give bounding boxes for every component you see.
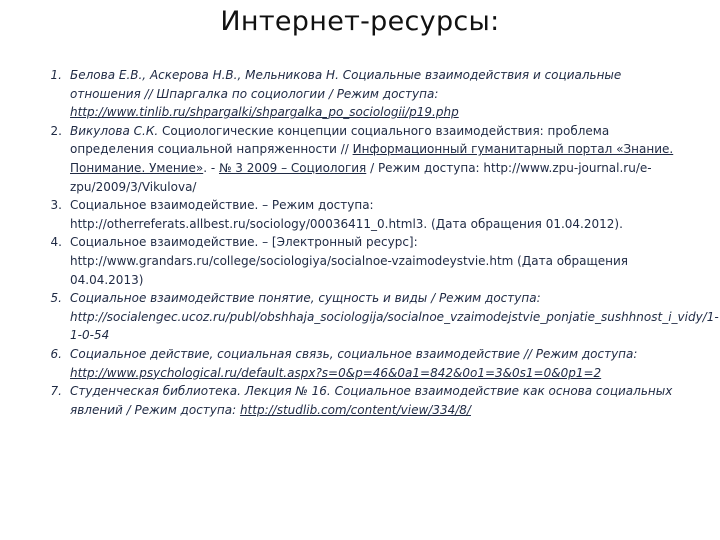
reference-number: 5.	[50, 291, 62, 306]
reference-link[interactable]: http://www.tinlib.ru/shpargalki/shpargalka_po_sociologii/p19.php	[70, 105, 459, 120]
reference-author: Викулова С.К.	[70, 123, 159, 138]
reference-link[interactable]: http://www.psychological.ru/default.aspx?s=0&p=46&0a1=842&0o1=3&0s1=0&0p1=2	[70, 365, 602, 380]
reference-text: Социальное взаимодействие понятие, сущность и виды / Режим доступа: http://socialengec.ucoz.ru/publ/obshhaja_sociologija/socialnoe_vzaimodejstvie_ponjatie_sushhnost_i_vidy/1-1-0-54	[70, 291, 719, 343]
reference-item-1	[34, 66, 684, 122]
slide-title: Интернет-ресурсы:	[220, 6, 500, 37]
reference-text: . -	[203, 160, 219, 175]
reference-text: Социальное действие, социальная связь, социальное взаимодействие // Режим доступа:	[70, 346, 638, 361]
reference-text: Социологические концепции социального взаимодействия: проблема определения социальной напряженности //	[70, 123, 610, 157]
reference-number: 4.	[50, 235, 62, 250]
reference-item-3	[34, 196, 684, 233]
reference-item-4	[34, 233, 684, 289]
reference-list	[34, 66, 719, 419]
reference-link[interactable]: http://studlib.com/content/view/334/8/	[239, 402, 471, 417]
reference-number: 7.	[50, 384, 62, 399]
reference-number: 1.	[50, 68, 62, 82]
reference-link[interactable]: № 3 2009 – Социология	[218, 160, 367, 175]
reference-number: 2.	[50, 123, 62, 138]
reference-text: Социальное взаимодействие. – Режим доступа: http://otherreferats.allbest.ru/sociology/00036411_0.html3. (Дата обращения 01.04.2012).	[70, 198, 623, 231]
reference-item-6	[34, 345, 684, 382]
reference-item-2	[34, 122, 684, 196]
reference-link[interactable]: Информационный гуманитарный портал «Знание. Понимание. Умение»	[70, 142, 674, 175]
reference-text: Социальное взаимодействие. – [Электронный ресурс]: http://www.grandars.ru/college/sociologiya/socialnoe-vzaimodeystvie.htm (Дата обращения 04.04.2013)	[70, 235, 629, 287]
reference-text: / Режим доступа: http://www.zpu-journal.ru/e-zpu/2009/3/Vikulova/	[70, 160, 652, 194]
reference-number: 3.	[50, 198, 62, 213]
reference-item-5	[34, 289, 719, 345]
reference-text: Белова Е.В., Аскерова Н.В., Мельникова Н. Социальные взаимодействия и социальные отношения // Шпаргалка по социологии / Режим доступа:	[70, 68, 622, 101]
reference-item-7	[34, 382, 684, 419]
reference-text: Студенческая библиотека. Лекция № 16. Социальное взаимодействие как основа социальных явлений / Режим доступа:	[70, 384, 673, 417]
reference-number: 6.	[50, 346, 62, 361]
